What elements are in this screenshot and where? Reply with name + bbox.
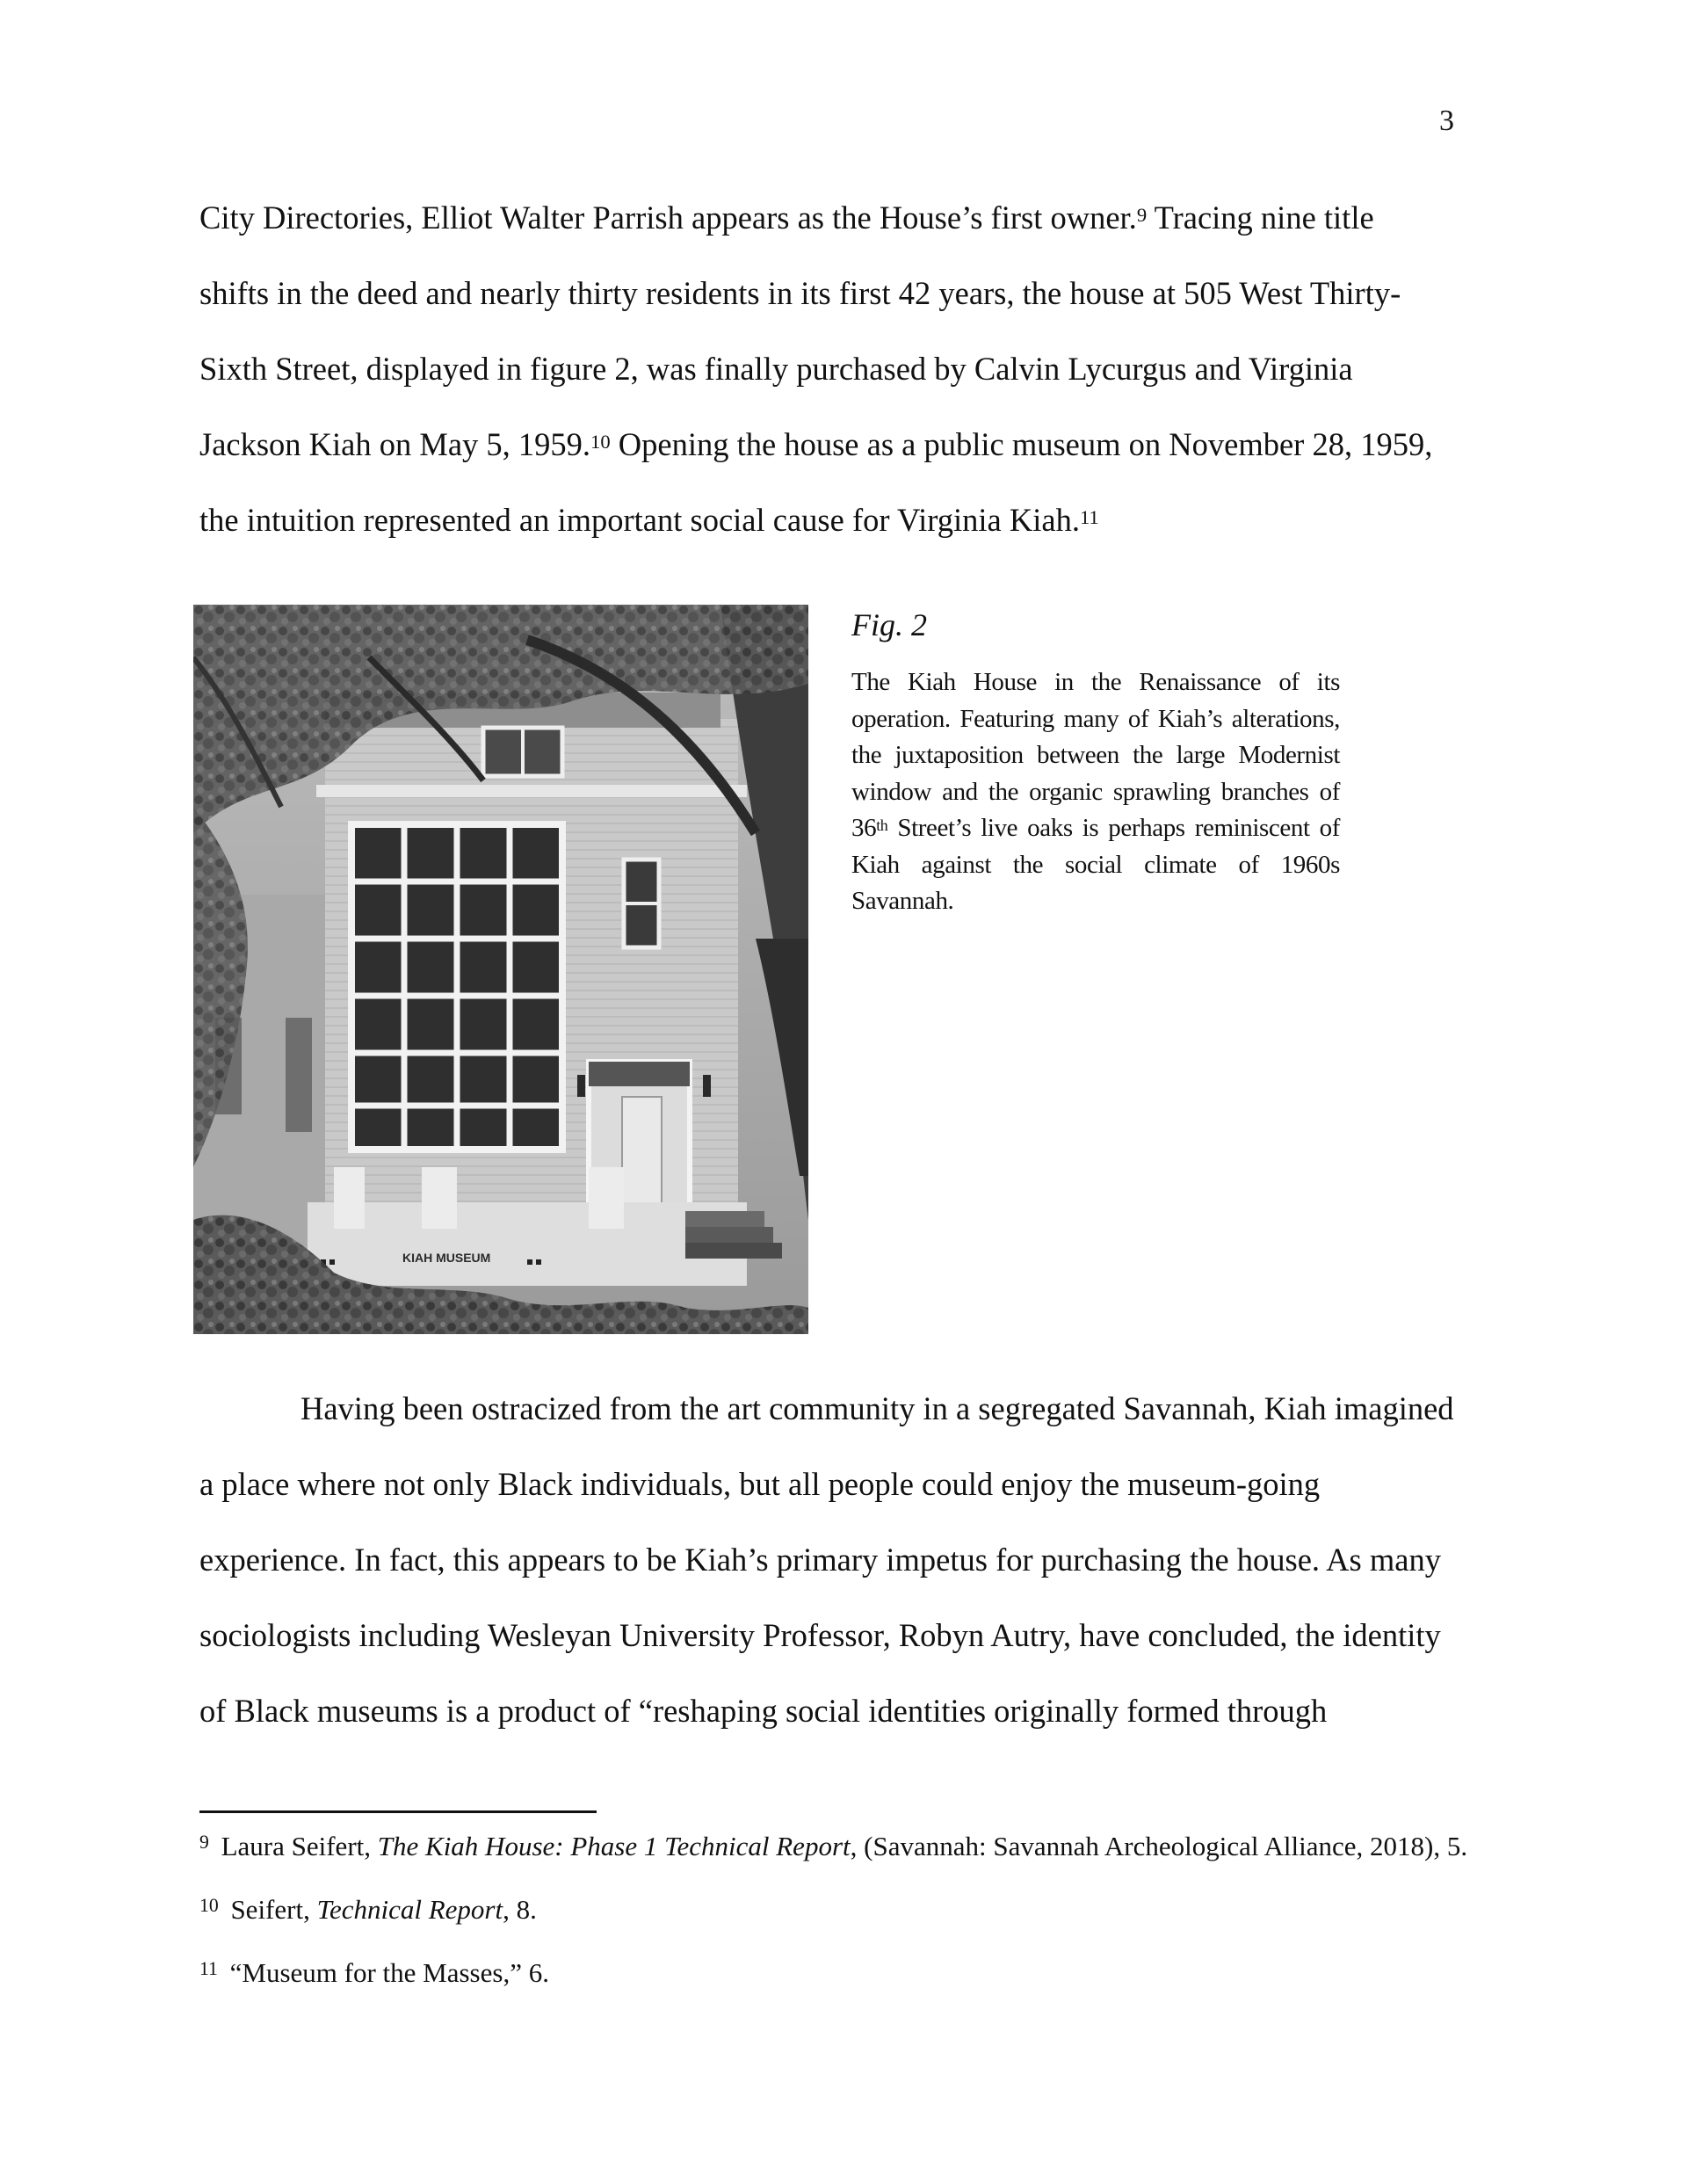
footnote-title: The Kiah House: Phase 1 Technical Report bbox=[377, 1831, 851, 1861]
footnote-text: Seifert, bbox=[223, 1894, 317, 1925]
text-line bbox=[199, 407, 1491, 483]
caption-superscript: th bbox=[876, 816, 888, 834]
footnotes bbox=[199, 1830, 1500, 2020]
text-run: the intuition represented an important social cause for Virginia Kiah. bbox=[199, 502, 1080, 538]
footnote-ref-10[interactable]: 10 bbox=[590, 431, 611, 453]
caption-run: Street’s live oaks is perhaps reminiscent of Kiah against the social climate of 1960s Savannah. bbox=[851, 814, 1340, 915]
body-paragraph-1 bbox=[199, 180, 1491, 558]
text-run: Opening the house as a public museum on November 28, 1959, bbox=[610, 426, 1433, 462]
footnote-11 bbox=[199, 1956, 1500, 1990]
footnote-10 bbox=[199, 1893, 1500, 1926]
text-run: City Directories, Elliot Walter Parrish appears as the House’s first owner. bbox=[199, 200, 1137, 236]
text-line: shifts in the deed and nearly thirty residents in its first 42 years, the house at 505 West Thirty- bbox=[199, 275, 1401, 311]
modernist-window bbox=[351, 824, 562, 1150]
text-line bbox=[199, 180, 1491, 256]
footnote-ref-11[interactable]: 11 bbox=[1079, 506, 1099, 529]
text-line: Having been ostracized from the art community in a segregated Savannah, Kiah imagined bbox=[300, 1390, 1454, 1426]
text-run: Tracing nine title bbox=[1147, 200, 1374, 236]
footnote-text: Laura Seifert, bbox=[214, 1831, 378, 1861]
text-line: of Black museums is a product of “reshaping social identities originally formed through bbox=[199, 1693, 1328, 1729]
footnote-divider bbox=[199, 1810, 597, 1813]
caption-run: The Kiah House in the Renaissance of its operation. Featuring many of Kiah’s alterations, the juxtaposition between the large Modernist window and the organic sprawling branches of 36 bbox=[851, 668, 1340, 842]
text-line: sociologists including Wesleyan University Professor, Robyn Autry, have concluded, the identity bbox=[199, 1617, 1441, 1653]
footnote-text: “Museum for the Masses,” 6. bbox=[222, 1957, 549, 1988]
text-line: experience. In fact, this appears to be Kiah’s primary impetus for purchasing the house. As many bbox=[199, 1542, 1441, 1578]
footnote-text: , (Savannah: Savannah Archeological Alliance, 2018), 5. bbox=[850, 1831, 1468, 1861]
figure-label: Fig. 2 bbox=[851, 607, 927, 642]
text-line: Sixth Street, displayed in figure 2, was finally purchased by Calvin Lycurgus and Virginia bbox=[199, 351, 1353, 387]
footnote-number: 9 bbox=[199, 1832, 209, 1854]
text-line bbox=[199, 483, 1491, 558]
kiah-house-photo bbox=[193, 605, 808, 1334]
figure-caption bbox=[851, 606, 1340, 920]
footnote-9 bbox=[199, 1830, 1500, 1863]
footnote-text: , 8. bbox=[503, 1894, 537, 1925]
page-number: 3 bbox=[1439, 105, 1454, 137]
caption-text bbox=[851, 664, 1340, 920]
footnote-number: 11 bbox=[199, 1958, 218, 1980]
text-line: a place where not only Black individuals, but all people could enjoy the museum-going bbox=[199, 1466, 1321, 1502]
text-run: Jackson Kiah on May 5, 1959. bbox=[199, 426, 591, 462]
body-paragraph-2 bbox=[199, 1371, 1491, 1749]
footnote-title: Technical Report bbox=[316, 1894, 503, 1925]
footnote-number: 10 bbox=[199, 1895, 219, 1917]
footnote-ref-9[interactable]: 9 bbox=[1136, 204, 1148, 227]
museum-sign: KIAH MUSEUM bbox=[402, 1251, 491, 1265]
